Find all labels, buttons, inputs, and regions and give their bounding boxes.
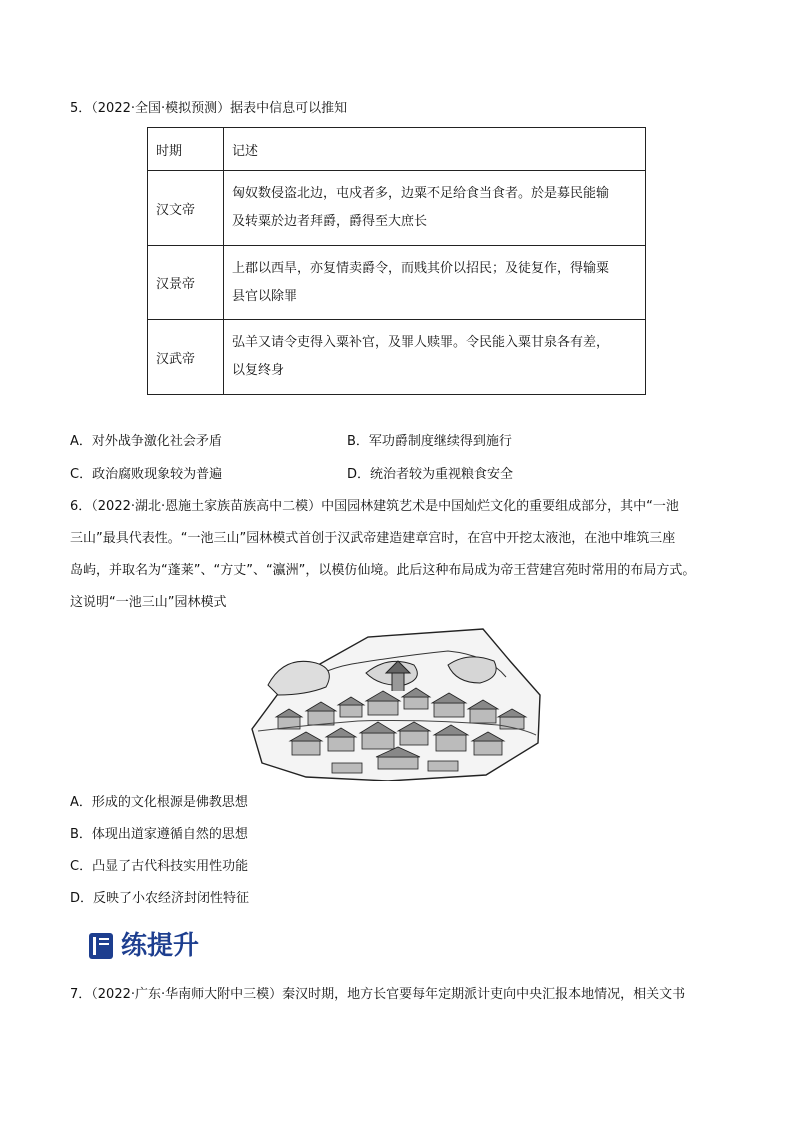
book-icon (88, 932, 114, 960)
table-header-period: 时期 (148, 128, 224, 171)
q6-line: 6．（2022·湖北·恩施土家族苗族高中二模）中国园林建筑艺术是中国灿烂文化的重要组成部分，其中“一池 (70, 499, 679, 514)
q6-line: 这说明“一池三山”园林模式 (70, 595, 227, 610)
record-line: 及转粟於边者拜爵，爵得至大庶长 (232, 214, 428, 229)
q6-line: 岛屿，并取名为“蓬莱”、“方丈”、“瀛洲”，以模仿仙境。此后这种布局成为帝王营建宫苑时常用的布局方式。 (70, 563, 696, 578)
q6-option-d[interactable]: D．反映了小农经济封闭性特征 (70, 891, 250, 906)
q5-option-b[interactable]: B．军功爵制度继续得到施行 (347, 434, 512, 449)
table-cell-record (224, 171, 646, 246)
table-cell-period: 汉武帝 (148, 320, 224, 395)
table-row (148, 320, 646, 395)
table-row (148, 246, 646, 320)
q6-option-c[interactable]: C．凸显了古代科技实用性功能 (70, 859, 249, 874)
q5-option-c[interactable]: C．政治腐败现象较为普遍 (70, 467, 223, 482)
table-header-record: 记述 (224, 128, 646, 171)
record-line: 县官以除罪 (232, 288, 298, 304)
section-title: 练提升 (121, 931, 200, 961)
q6-option-a[interactable]: A．形成的文化根源是佛教思想 (70, 795, 248, 810)
table-header-row (148, 128, 646, 171)
record-line: 上郡以西旱，亦复情卖爵令，而贱其价以招民；及徒复作，得输粟 (232, 260, 610, 276)
table-cell-period: 汉文帝 (148, 171, 224, 246)
q6-line: 三山”最具代表性。“一池三山”园林模式首创于汉武帝建造建章宫时，在宫中开挖太液池，在池中堆筑三座 (70, 531, 676, 546)
q5-option-d[interactable]: D．统治者较为重视粮食安全 (347, 467, 514, 482)
q5-stem: 5．（2022·全国·模拟预测）据表中信息可以推知 (70, 101, 348, 116)
table-cell-record (224, 246, 646, 320)
palace-garden-illustration (248, 625, 544, 781)
table-cell-record (224, 320, 646, 395)
record-line: 匈奴数侵盗北边，屯戍者多，边粟不足给食当食者。於是募民能输 (232, 186, 610, 201)
record-line: 以复终身 (232, 363, 285, 378)
q6-option-b[interactable]: B．体现出道家遵循自然的思想 (70, 827, 248, 842)
table-row (148, 171, 646, 246)
q5-table (147, 127, 646, 395)
table-cell-period: 汉景帝 (148, 246, 224, 320)
q7-line: 7．（2022·广东·华南师大附中三模）秦汉时期，地方长官要每年定期派计吏向中央汇报本地情况，相关文书 (70, 987, 686, 1002)
record-line: 弘羊又请令吏得入粟补官，及罪人赎罪。令民能入粟甘泉各有差， (232, 335, 610, 350)
q5-option-a[interactable]: A．对外战争激化社会矛盾 (70, 434, 222, 449)
